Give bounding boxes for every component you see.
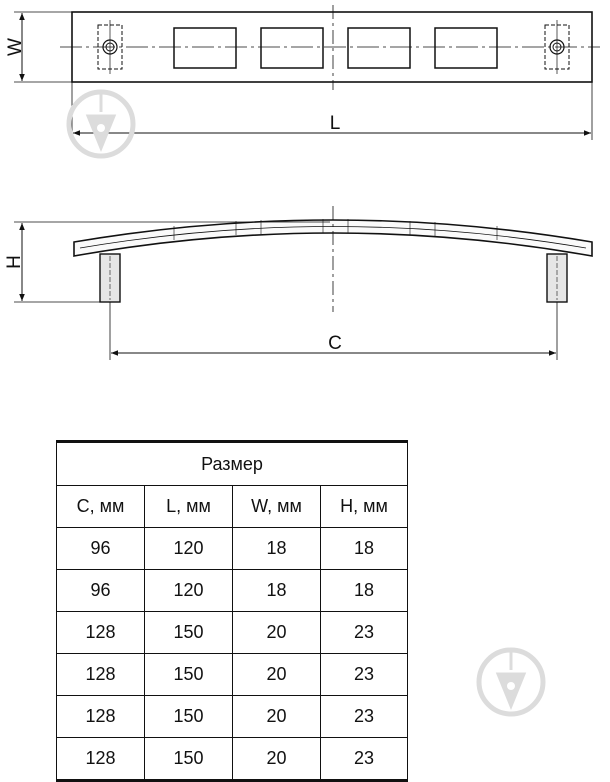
cell-c: 96 <box>57 570 145 612</box>
cell-h: 23 <box>321 654 408 696</box>
cell-c: 128 <box>57 696 145 738</box>
table-row <box>57 738 408 781</box>
table-title: Размер <box>57 442 408 486</box>
cell-w: 20 <box>233 738 321 781</box>
height-label: H <box>4 255 26 269</box>
cell-w: 18 <box>233 528 321 570</box>
cell-w: 20 <box>233 612 321 654</box>
width-label: W <box>5 38 27 56</box>
slot-4 <box>435 28 497 68</box>
cell-h: 23 <box>321 738 408 781</box>
header-h: H, мм <box>321 486 408 528</box>
cell-l: 120 <box>145 528 233 570</box>
cell-h: 23 <box>321 696 408 738</box>
cell-h: 23 <box>321 612 408 654</box>
cell-c: 128 <box>57 738 145 781</box>
cell-w: 20 <box>233 654 321 696</box>
slot-1 <box>174 28 236 68</box>
table-row <box>57 528 408 570</box>
length-label: L <box>329 113 341 134</box>
cell-h: 18 <box>321 570 408 612</box>
header-l: L, мм <box>145 486 233 528</box>
cell-l: 150 <box>145 696 233 738</box>
size-table <box>56 440 408 782</box>
pen-nib-watermark-icon <box>476 640 546 724</box>
cell-l: 120 <box>145 570 233 612</box>
table-row <box>57 570 408 612</box>
table-row <box>57 612 408 654</box>
cell-l: 150 <box>145 612 233 654</box>
pen-nib-watermark-icon <box>66 82 136 166</box>
table-title-row <box>57 442 408 486</box>
cell-c: 96 <box>57 528 145 570</box>
cell-l: 150 <box>145 654 233 696</box>
center-distance-label: C <box>328 333 342 354</box>
header-w: W, мм <box>233 486 321 528</box>
cell-l: 150 <box>145 738 233 781</box>
slot-3 <box>348 28 410 68</box>
cell-c: 128 <box>57 612 145 654</box>
header-c: C, мм <box>57 486 145 528</box>
cell-w: 20 <box>233 696 321 738</box>
table-row <box>57 654 408 696</box>
cell-h: 18 <box>321 528 408 570</box>
side-view <box>14 206 592 360</box>
cell-w: 18 <box>233 570 321 612</box>
cell-c: 128 <box>57 654 145 696</box>
table-header-row <box>57 486 408 528</box>
table-row <box>57 696 408 738</box>
slot-2 <box>261 28 323 68</box>
